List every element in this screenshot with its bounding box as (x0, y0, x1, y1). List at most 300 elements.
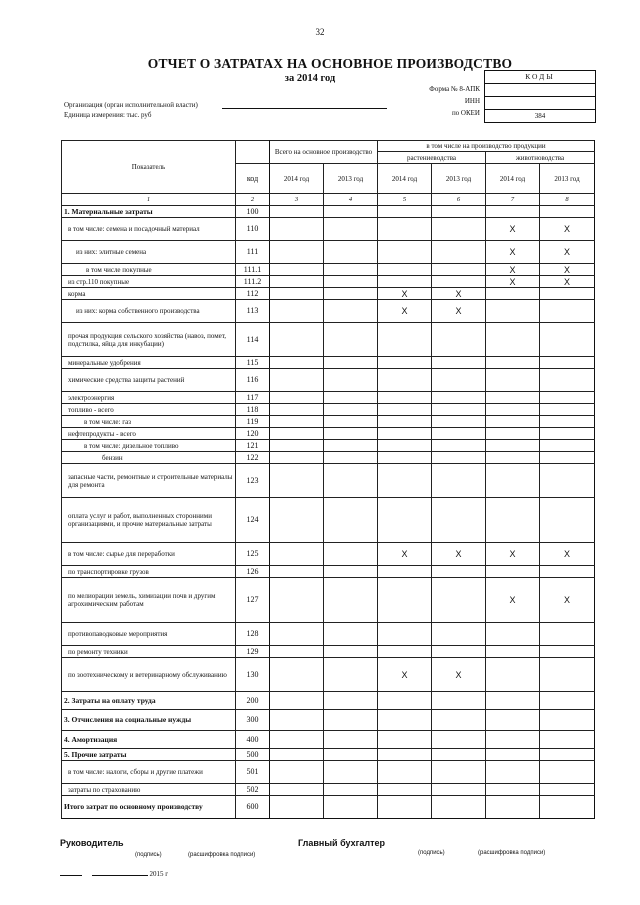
value-cell[interactable] (432, 566, 486, 578)
report-year: за 2014 год (284, 73, 336, 84)
value-cell[interactable] (270, 761, 324, 784)
row-label: оплата услуг и работ, выполненных сторонними организациями, и прочие материальные затраты (62, 498, 236, 543)
value-cell[interactable] (540, 692, 595, 710)
value-cell[interactable] (270, 404, 324, 416)
value-cell[interactable] (270, 710, 324, 731)
row-code: 200 (236, 692, 270, 710)
value-cell[interactable] (324, 749, 378, 761)
value-cell[interactable] (540, 404, 595, 416)
value-cell[interactable] (432, 264, 486, 276)
value-cell[interactable] (378, 796, 432, 819)
value-cell[interactable] (486, 761, 540, 784)
row-label: в том числе: сырье для переработки (62, 543, 236, 566)
row-code: 121 (236, 440, 270, 452)
value-cell[interactable] (486, 692, 540, 710)
value-cell[interactable] (540, 428, 595, 440)
head-label: Руководитель (60, 838, 124, 848)
table-row (62, 578, 595, 623)
value-cell[interactable] (378, 566, 432, 578)
value-cell[interactable] (378, 692, 432, 710)
na-mark-cell: X (486, 543, 540, 566)
value-cell[interactable] (540, 357, 595, 369)
unit-label: Единица измерения: тыс. руб (64, 111, 152, 119)
value-cell[interactable] (540, 392, 595, 404)
row-code: 111.1 (236, 264, 270, 276)
row-label: по ремонту техники (62, 646, 236, 658)
table-row (62, 357, 595, 369)
value-cell[interactable] (432, 392, 486, 404)
value-cell[interactable] (432, 276, 486, 288)
value-cell[interactable] (378, 440, 432, 452)
value-cell[interactable] (324, 566, 378, 578)
row-label: в том числе: семена и посадочный материал (62, 218, 236, 241)
value-cell[interactable] (378, 578, 432, 623)
value-cell[interactable] (324, 731, 378, 749)
na-mark-cell: X (432, 543, 486, 566)
value-cell[interactable] (378, 357, 432, 369)
value-cell[interactable] (432, 440, 486, 452)
value-cell[interactable] (270, 692, 324, 710)
report-title: ОТЧЕТ О ЗАТРАТАХ НА ОСНОВНОЕ ПРОИЗВОДСТВО (147, 56, 513, 71)
value-cell[interactable] (270, 796, 324, 819)
row-label: по транспортировке грузов (62, 566, 236, 578)
row-code: 100 (236, 206, 270, 218)
value-cell[interactable] (270, 749, 324, 761)
value-cell[interactable] (540, 464, 595, 498)
col-number: 2 (236, 194, 270, 206)
row-label: бензин (62, 452, 236, 464)
row-code: 400 (236, 731, 270, 749)
value-cell[interactable] (486, 658, 540, 692)
row-label: в том числе: газ (62, 416, 236, 428)
okei-code-cell[interactable]: 384 (485, 109, 595, 122)
row-code: 128 (236, 623, 270, 646)
value-cell[interactable] (486, 623, 540, 646)
acc-sign-caption: (подпись) (418, 850, 445, 856)
page-number: 32 (315, 27, 325, 37)
value-cell[interactable] (324, 416, 378, 428)
value-cell[interactable] (270, 264, 324, 276)
row-label: 5. Прочие затраты (62, 749, 236, 761)
row-label: по зоотехническому и ветеринарному обслуживанию (62, 658, 236, 692)
row-label: противопаводковые мероприятия (62, 623, 236, 646)
header-indicator: Показатель (62, 141, 236, 194)
value-cell[interactable] (378, 276, 432, 288)
table-row (62, 498, 595, 543)
row-code: 129 (236, 646, 270, 658)
codes-header: КОДЫ (525, 72, 555, 81)
row-label: по мелиорации земель, химизации почв и другим агрохимическим работам (62, 578, 236, 623)
header-year: 2013 год (432, 164, 486, 194)
table-row (62, 241, 595, 264)
value-cell[interactable] (540, 206, 595, 218)
date-line (60, 870, 168, 878)
value-cell[interactable] (432, 731, 486, 749)
value-cell[interactable] (540, 658, 595, 692)
inn-label: ИНН (464, 97, 480, 105)
header-year: 2014 год (270, 164, 324, 194)
value-cell[interactable] (486, 749, 540, 761)
value-cell[interactable] (378, 241, 432, 264)
value-cell[interactable] (486, 784, 540, 796)
value-cell[interactable] (432, 241, 486, 264)
value-cell[interactable] (540, 498, 595, 543)
row-label: 2. Затраты на оплату труда (62, 692, 236, 710)
row-code: 600 (236, 796, 270, 819)
row-label: электроэнергия (62, 392, 236, 404)
value-cell[interactable] (270, 241, 324, 264)
table-row (62, 392, 595, 404)
row-code: 130 (236, 658, 270, 692)
table-row (62, 452, 595, 464)
value-cell[interactable] (378, 392, 432, 404)
value-cell[interactable] (486, 452, 540, 464)
value-cell[interactable] (378, 498, 432, 543)
value-cell[interactable] (378, 264, 432, 276)
value-cell[interactable] (378, 623, 432, 646)
value-cell[interactable] (270, 288, 324, 300)
value-cell[interactable] (378, 206, 432, 218)
value-cell[interactable] (540, 369, 595, 392)
table-row (62, 323, 595, 357)
value-cell[interactable] (432, 623, 486, 646)
value-cell[interactable] (486, 392, 540, 404)
header-plant: растениеводства (378, 152, 486, 164)
table-row (62, 796, 595, 819)
na-mark-cell: X (540, 578, 595, 623)
value-cell[interactable] (270, 218, 324, 241)
value-cell[interactable] (270, 464, 324, 498)
value-cell[interactable] (270, 440, 324, 452)
value-cell[interactable] (270, 498, 324, 543)
value-cell[interactable] (324, 464, 378, 498)
row-code: 117 (236, 392, 270, 404)
value-cell[interactable] (324, 369, 378, 392)
value-cell[interactable] (378, 464, 432, 498)
value-cell[interactable] (486, 369, 540, 392)
value-cell[interactable] (486, 796, 540, 819)
value-cell[interactable] (270, 452, 324, 464)
header-year: 2014 год (486, 164, 540, 194)
value-cell[interactable] (324, 646, 378, 658)
header-year: 2014 год (378, 164, 432, 194)
value-cell[interactable] (270, 646, 324, 658)
value-cell[interactable] (324, 692, 378, 710)
value-cell[interactable] (486, 646, 540, 658)
value-cell[interactable] (486, 710, 540, 731)
value-cell[interactable] (378, 428, 432, 440)
value-cell[interactable] (324, 428, 378, 440)
col-number: 3 (270, 194, 324, 206)
row-code: 300 (236, 710, 270, 731)
row-label: из них: элитные семена (62, 241, 236, 264)
na-mark-cell: X (486, 578, 540, 623)
value-cell[interactable] (324, 452, 378, 464)
value-cell[interactable] (540, 710, 595, 731)
row-label: Итого затрат по основному производству (62, 796, 236, 819)
header-animal: животноводства (486, 152, 595, 164)
col-number: 5 (378, 194, 432, 206)
row-label: из стр.110 покупные (62, 276, 236, 288)
value-cell[interactable] (270, 416, 324, 428)
col-number: 4 (324, 194, 378, 206)
value-cell[interactable] (432, 796, 486, 819)
value-cell[interactable] (270, 623, 324, 646)
value-cell[interactable] (378, 404, 432, 416)
na-mark-cell: X (378, 658, 432, 692)
value-cell[interactable] (486, 440, 540, 452)
value-cell[interactable] (324, 658, 378, 692)
value-cell[interactable] (270, 206, 324, 218)
value-cell[interactable] (270, 392, 324, 404)
col-number: 8 (540, 194, 595, 206)
header-year: 2013 год (540, 164, 595, 194)
na-mark-cell: X (540, 543, 595, 566)
value-cell[interactable] (486, 416, 540, 428)
row-label: топливо - всего (62, 404, 236, 416)
value-cell[interactable] (324, 357, 378, 369)
table-row (62, 404, 595, 416)
header-year: 2013 год (324, 164, 378, 194)
value-cell[interactable] (324, 288, 378, 300)
row-code: 120 (236, 428, 270, 440)
row-code: 119 (236, 416, 270, 428)
row-label: из них: корма собственного производства (62, 300, 236, 323)
value-cell[interactable] (378, 710, 432, 731)
value-cell[interactable] (486, 323, 540, 357)
value-cell[interactable] (540, 761, 595, 784)
na-mark-cell: X (432, 300, 486, 323)
table-row (62, 276, 595, 288)
row-label: запасные части, ремонтные и строительные материалы для ремонта (62, 464, 236, 498)
value-cell[interactable] (324, 440, 378, 452)
row-code: 114 (236, 323, 270, 357)
value-cell[interactable] (540, 323, 595, 357)
row-code: 111.2 (236, 276, 270, 288)
row-code: 124 (236, 498, 270, 543)
value-cell[interactable] (324, 761, 378, 784)
value-cell[interactable] (378, 646, 432, 658)
value-cell[interactable] (270, 566, 324, 578)
head-sign-caption: (подпись) (135, 852, 162, 858)
value-cell[interactable] (432, 464, 486, 498)
row-label: 4. Амортизация (62, 731, 236, 749)
value-cell[interactable] (324, 323, 378, 357)
row-code: 115 (236, 357, 270, 369)
value-cell[interactable] (324, 623, 378, 646)
value-cell[interactable] (432, 369, 486, 392)
row-label: затраты по страхованию (62, 784, 236, 796)
table-row (62, 749, 595, 761)
value-cell[interactable] (432, 452, 486, 464)
value-cell[interactable] (324, 392, 378, 404)
value-cell[interactable] (540, 623, 595, 646)
value-cell[interactable] (270, 658, 324, 692)
na-mark-cell: X (540, 276, 595, 288)
na-mark-cell: X (486, 264, 540, 276)
cost-table (61, 140, 595, 819)
value-cell[interactable] (540, 288, 595, 300)
value-cell[interactable] (432, 206, 486, 218)
na-mark-cell: X (378, 543, 432, 566)
table-row (62, 206, 595, 218)
codes-box (484, 70, 596, 123)
value-cell[interactable] (324, 710, 378, 731)
na-mark-cell: X (432, 658, 486, 692)
value-cell[interactable] (432, 428, 486, 440)
value-cell[interactable] (324, 543, 378, 566)
na-mark-cell: X (486, 241, 540, 264)
value-cell[interactable] (486, 731, 540, 749)
value-cell[interactable] (270, 323, 324, 357)
value-cell[interactable] (270, 300, 324, 323)
value-cell[interactable] (270, 543, 324, 566)
value-cell[interactable] (378, 731, 432, 749)
value-cell[interactable] (270, 357, 324, 369)
value-cell[interactable] (324, 796, 378, 819)
value-cell[interactable] (540, 566, 595, 578)
value-cell[interactable] (540, 416, 595, 428)
value-cell[interactable] (324, 404, 378, 416)
value-cell[interactable] (486, 498, 540, 543)
value-cell[interactable] (540, 796, 595, 819)
row-label: 1. Материальные затраты (62, 206, 236, 218)
value-cell[interactable] (486, 464, 540, 498)
value-cell[interactable] (378, 323, 432, 357)
value-cell[interactable] (270, 369, 324, 392)
table-row (62, 646, 595, 658)
value-cell[interactable] (432, 692, 486, 710)
row-label: в том числе: дизельное топливо (62, 440, 236, 452)
row-code: 126 (236, 566, 270, 578)
value-cell[interactable] (540, 731, 595, 749)
value-cell[interactable] (378, 369, 432, 392)
value-cell[interactable] (270, 784, 324, 796)
table-row (62, 623, 595, 646)
value-cell[interactable] (270, 731, 324, 749)
value-cell[interactable] (378, 218, 432, 241)
row-label: нефтепродукты - всего (62, 428, 236, 440)
value-cell[interactable] (378, 452, 432, 464)
header-code: код (236, 164, 270, 194)
value-cell[interactable] (324, 264, 378, 276)
value-cell[interactable] (432, 646, 486, 658)
table-row (62, 761, 595, 784)
value-cell[interactable] (378, 749, 432, 761)
value-cell[interactable] (540, 646, 595, 658)
row-code: 502 (236, 784, 270, 796)
row-code: 116 (236, 369, 270, 392)
value-cell[interactable] (540, 440, 595, 452)
org-input-line[interactable] (222, 108, 387, 109)
row-code: 123 (236, 464, 270, 498)
value-cell[interactable] (486, 404, 540, 416)
accountant-label: Главный бухгалтер (298, 838, 386, 848)
value-cell[interactable] (486, 300, 540, 323)
na-mark-cell: X (486, 276, 540, 288)
value-cell[interactable] (270, 276, 324, 288)
na-mark-cell: X (540, 218, 595, 241)
value-cell[interactable] (432, 578, 486, 623)
value-cell[interactable] (540, 749, 595, 761)
value-cell[interactable] (324, 300, 378, 323)
value-cell[interactable] (432, 761, 486, 784)
form-label: Форма № 8-АПК (429, 85, 480, 93)
table-row (62, 300, 595, 323)
value-cell[interactable] (540, 300, 595, 323)
value-cell[interactable] (486, 357, 540, 369)
table-row (62, 784, 595, 796)
value-cell[interactable] (324, 784, 378, 796)
row-label: минеральные удобрения (62, 357, 236, 369)
value-cell[interactable] (486, 566, 540, 578)
value-cell[interactable] (432, 357, 486, 369)
value-cell[interactable] (378, 416, 432, 428)
form-code-cell[interactable] (485, 83, 595, 96)
value-cell[interactable] (432, 498, 486, 543)
value-cell[interactable] (432, 323, 486, 357)
value-cell[interactable] (270, 428, 324, 440)
na-mark-cell: X (486, 218, 540, 241)
value-cell[interactable] (270, 578, 324, 623)
value-cell[interactable] (432, 416, 486, 428)
value-cell[interactable] (324, 498, 378, 543)
inn-code-cell[interactable] (485, 96, 595, 109)
value-cell[interactable] (432, 749, 486, 761)
row-code: 111 (236, 241, 270, 264)
value-cell[interactable] (378, 784, 432, 796)
row-code: 122 (236, 452, 270, 464)
value-cell[interactable] (540, 452, 595, 464)
value-cell[interactable] (324, 578, 378, 623)
value-cell[interactable] (324, 206, 378, 218)
row-label: корма (62, 288, 236, 300)
row-label: в том числе: налоги, сборы и другие платежи (62, 761, 236, 784)
row-code: 500 (236, 749, 270, 761)
row-label: химические средства защиты растений (62, 369, 236, 392)
value-cell[interactable] (432, 710, 486, 731)
value-cell[interactable] (324, 241, 378, 264)
na-mark-cell: X (540, 264, 595, 276)
table-row (62, 731, 595, 749)
value-cell[interactable] (432, 218, 486, 241)
value-cell[interactable] (324, 276, 378, 288)
row-code: 127 (236, 578, 270, 623)
header-total: Всего на основное производство (270, 141, 378, 164)
row-code: 501 (236, 761, 270, 784)
table-row (62, 369, 595, 392)
value-cell[interactable] (540, 784, 595, 796)
value-cell[interactable] (486, 206, 540, 218)
na-mark-cell: X (540, 241, 595, 264)
row-label: прочая продукция сельского хозяйства (навоз, помет, подстилка, яйца для инкубации) (62, 323, 236, 357)
value-cell[interactable] (324, 218, 378, 241)
na-mark-cell: X (378, 300, 432, 323)
na-mark-cell: X (432, 288, 486, 300)
value-cell[interactable] (486, 428, 540, 440)
date-year: 2015 г (149, 870, 169, 878)
value-cell[interactable] (378, 761, 432, 784)
row-code: 113 (236, 300, 270, 323)
table-row (62, 264, 595, 276)
value-cell[interactable] (486, 288, 540, 300)
table-row (62, 658, 595, 692)
value-cell[interactable] (432, 784, 486, 796)
value-cell[interactable] (432, 404, 486, 416)
row-code: 118 (236, 404, 270, 416)
row-code: 112 (236, 288, 270, 300)
row-code: 110 (236, 218, 270, 241)
